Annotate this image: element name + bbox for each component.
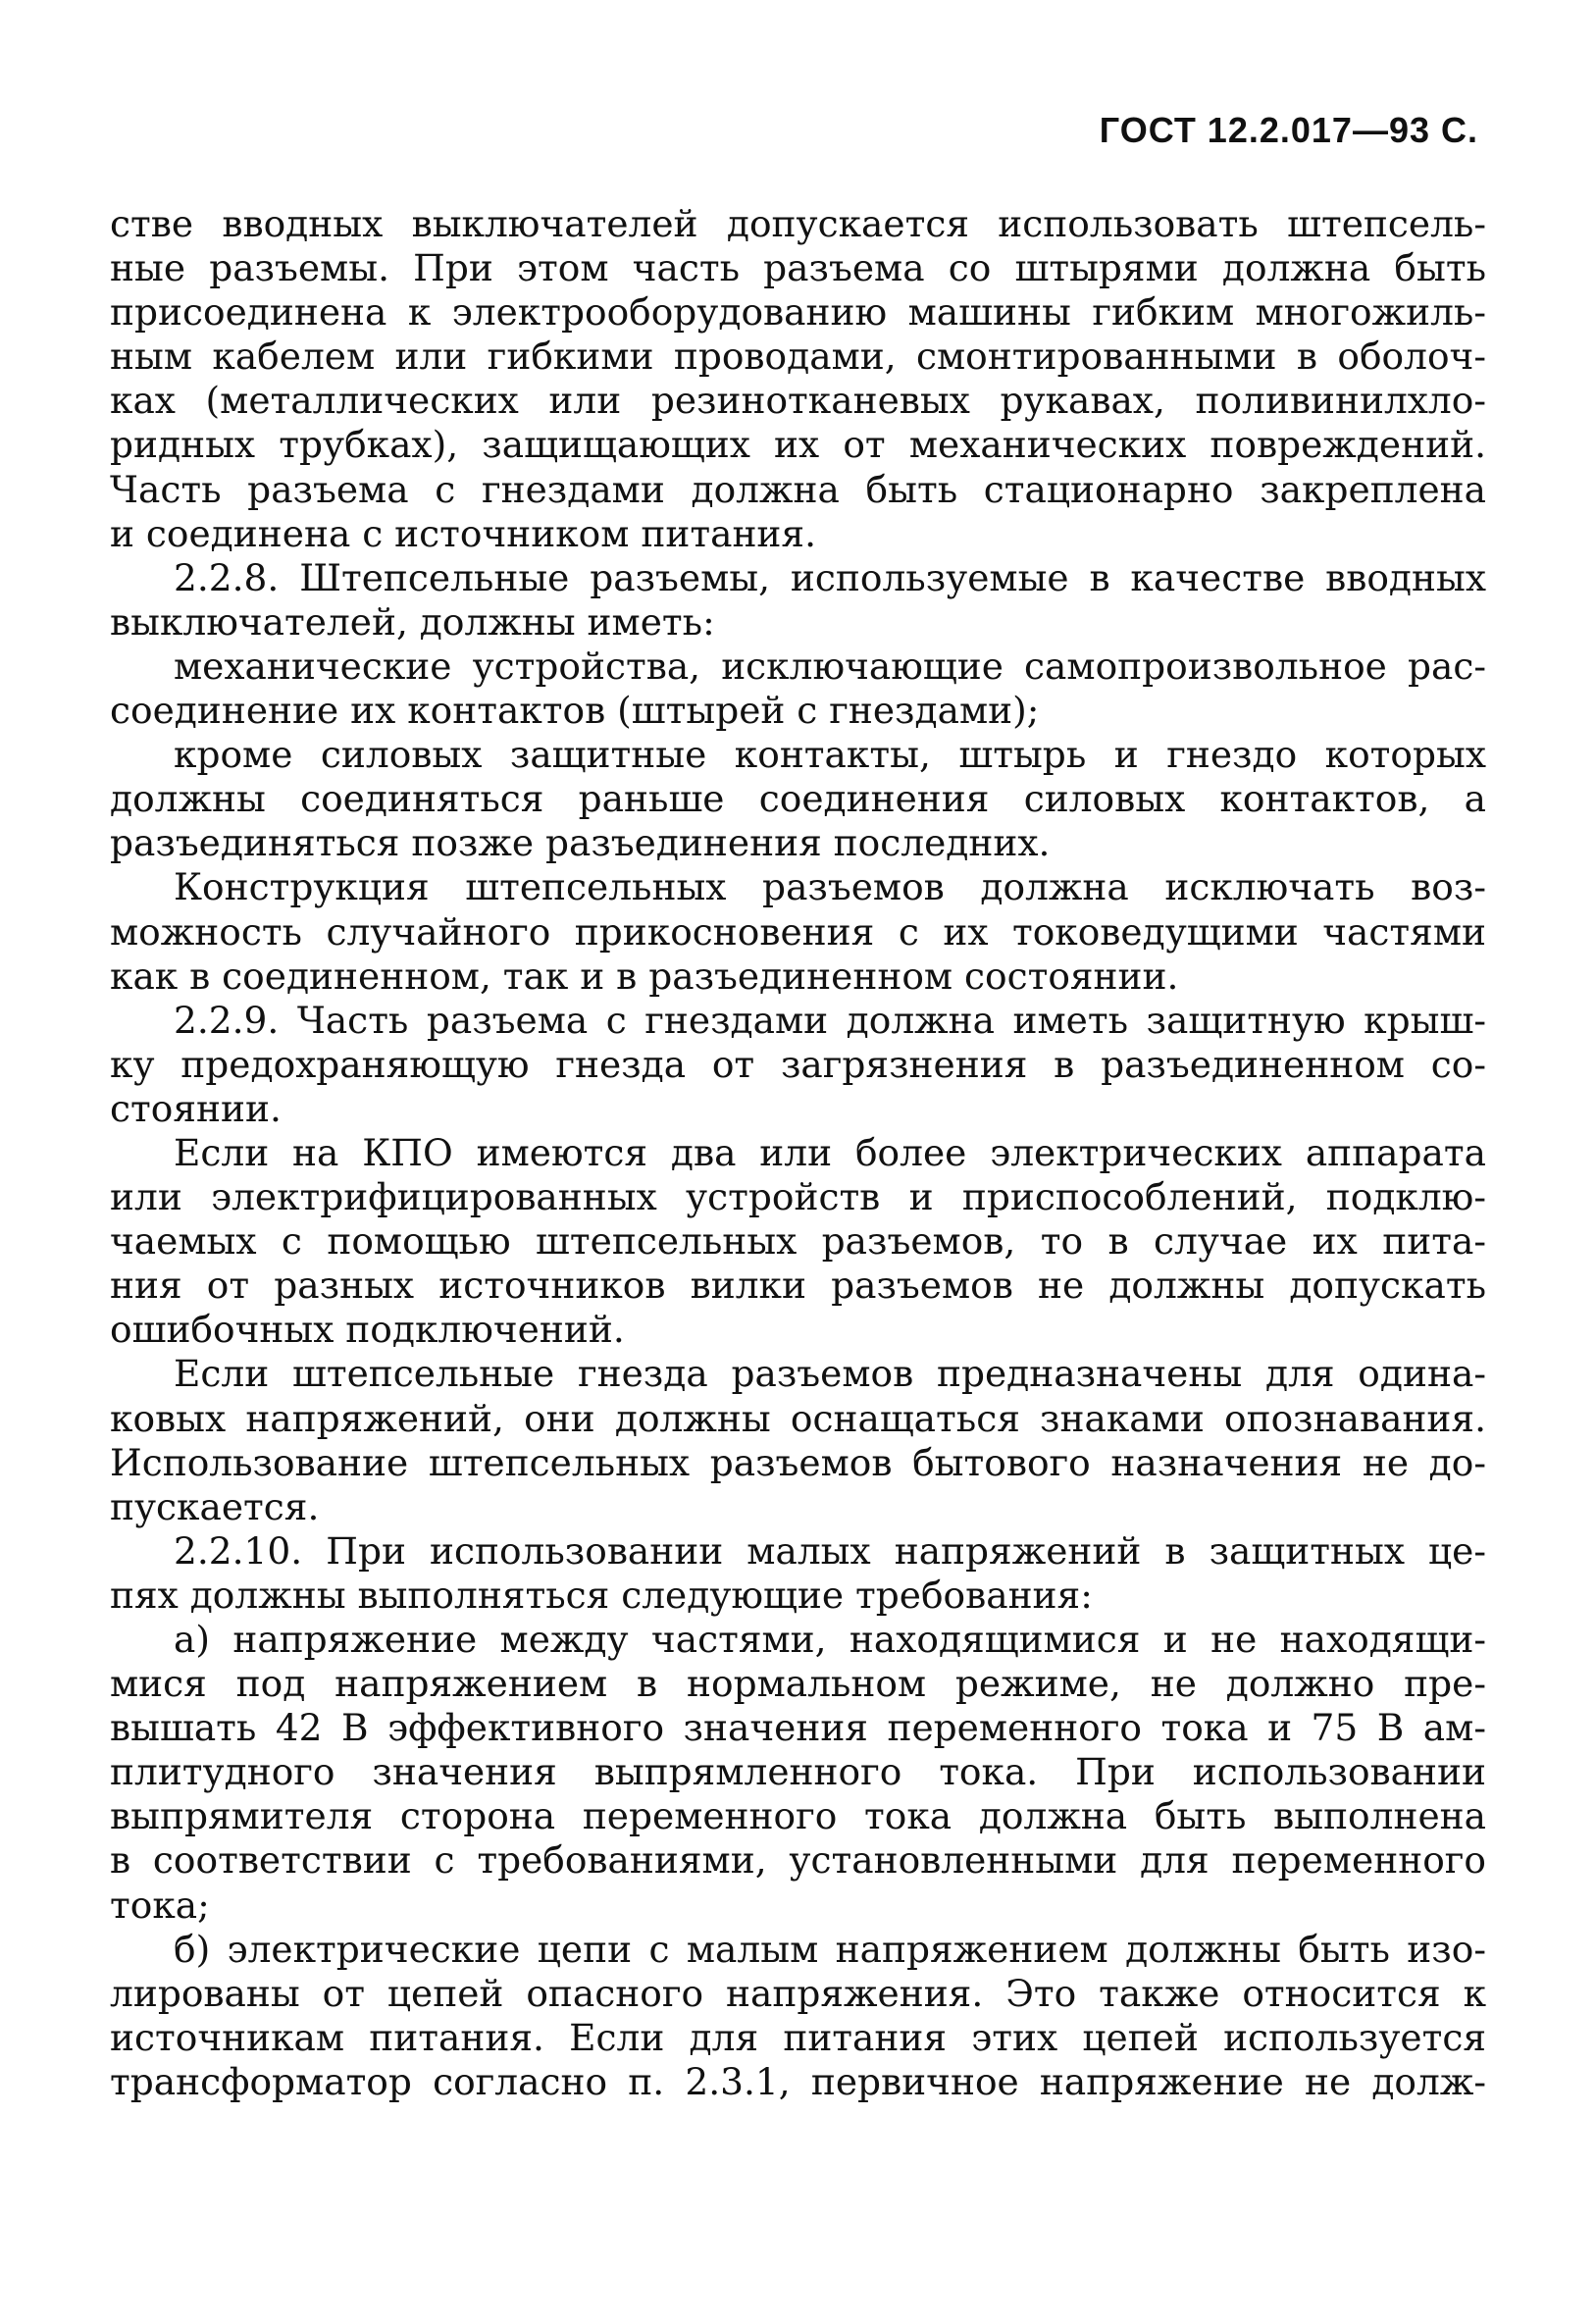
text-line: и соединена с источником питания.	[110, 511, 817, 555]
text-line: или электрифицированных устройств и приспособлений, подклю-	[110, 1175, 1486, 1219]
text-line: чаемых с помощью штепсельных разъемов, то в случае их пита-	[110, 1219, 1486, 1264]
text-line: присоединена к электрооборудованию машины гибким многожиль-	[110, 290, 1486, 335]
text-line: Конструкция штепсельных разъемов должна исключать воз-	[174, 865, 1486, 909]
body-text	[110, 202, 1486, 2104]
text-line: стве вводных выключателей допускается использовать штепсель-	[110, 202, 1486, 245]
text-line: тока;	[110, 1883, 210, 1927]
text-line: механические устройства, исключающие самопроизвольное рас-	[174, 644, 1486, 688]
text-line: 2.2.10. При использовании малых напряжений в защитных це-	[174, 1528, 1486, 1573]
text-line: лированы от цепей опасного напряжения. Это также относится к	[110, 1971, 1486, 2015]
text-line: кроме силовых защитные контакты, штырь и гнездо которых	[174, 733, 1486, 777]
text-line: выпрямителя сторона переменного тока должна быть выполнена	[110, 1794, 1486, 1838]
text-line: соединение их контактов (штырей с гнездами);	[110, 689, 1040, 733]
text-line: пях должны выполняться следующие требования:	[110, 1573, 1093, 1617]
text-line: Часть разъема с гнездами должна быть стационарно закреплена	[110, 467, 1486, 511]
text-line: выключателей, должны иметь:	[110, 599, 715, 644]
text-line: плитудного значения выпрямленного тока. При использовании	[110, 1750, 1486, 1794]
page-header: ГОСТ 12.2.017—93 С.	[1099, 110, 1478, 150]
text-line: разъединяться позже разъединения последних.	[110, 821, 1051, 865]
text-line: ным кабелем или гибкими проводами, смонтированными в оболоч-	[110, 335, 1486, 379]
text-line: ковых напряжений, они должны оснащаться знаками опознавания.	[110, 1396, 1486, 1440]
text-line: можность случайного прикосновения с их токоведущими частями	[110, 909, 1486, 954]
text-line: ку предохраняющую гнезда от загрязнения в разъединенном со-	[110, 1042, 1486, 1086]
text-line: 2.2.9. Часть разъема с гнездами должна иметь защитную крыш-	[174, 998, 1486, 1042]
text-line: а) напряжение между частями, находящимися и не находящи-	[174, 1618, 1486, 1661]
text-line: вышать 42 В эффективного значения переменного тока и 75 В ам-	[110, 1706, 1486, 1750]
text-line: трансформатор согласно п. 2.3.1, первичное напряжение не долж-	[110, 2059, 1486, 2103]
text-line: ния от разных источников вилки разъемов не должны допускать	[110, 1264, 1486, 1308]
text-line: б) электрические цепи с малым напряжением должны быть изо-	[174, 1927, 1486, 1971]
text-line: Если на КПО имеются два или более электрических аппарата	[174, 1130, 1486, 1174]
text-line: ках (металлических или резинотканевых рукавах, поливинилхло-	[110, 379, 1486, 423]
text-line: стоянии.	[110, 1086, 282, 1130]
text-line: как в соединенном, так и в разъединенном состоянии.	[110, 954, 1179, 998]
text-line: источникам питания. Если для питания этих цепей используется	[110, 2015, 1486, 2059]
text-line: в соответствии с требованиями, установленными для переменного	[110, 1838, 1486, 1883]
text-line: 2.2.8. Штепсельные разъемы, используемые в качестве вводных	[174, 555, 1486, 599]
text-line: ридных трубках), защищающих их от механических повреждений.	[110, 423, 1486, 467]
text-line: Использование штепсельных разъемов бытового назначения не до-	[110, 1440, 1486, 1484]
text-line: пускается.	[110, 1484, 320, 1528]
text-line: ошибочных подключений.	[110, 1308, 625, 1352]
text-line: Если штепсельные гнезда разъемов предназначены для одина-	[174, 1352, 1486, 1396]
text-line: ные разъемы. При этом часть разъема со штырями должна быть	[110, 246, 1486, 290]
text-line: мися под напряжением в нормальном режиме, не должно пре-	[110, 1662, 1486, 1706]
text-line: должны соединяться раньше соединения силовых контактов, а	[110, 777, 1486, 821]
